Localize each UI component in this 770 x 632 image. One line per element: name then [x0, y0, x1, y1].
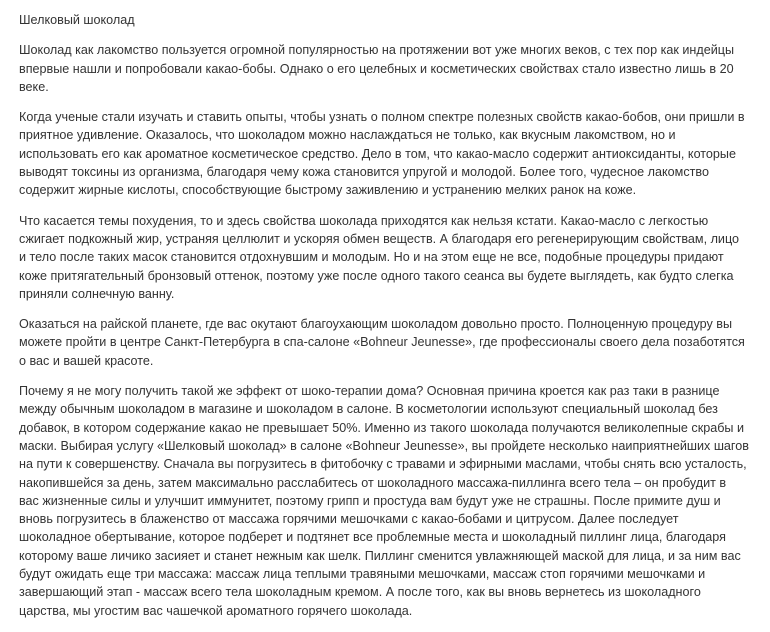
article [19, 11, 749, 632]
article-paragraph-2: Когда ученые стали изучать и ставить опыты, чтобы узнать о полном спектре полезных свойств какао-бобов, они пришли в приятное удивление. Оказалось, что шоколадом можно наслаждаться не только, как вкусным лакомством, но и использовать его как ароматное косметическое средство. Дело в том, что какао-масло содержит антиоксиданты, которые выводят токсины из организма, благодаря чему кожа становится упругой и молодой. Более того, чудесное лакомство содержит жирные кислоты, способствующие быстрому заживлению и устранению мелких ранок на коже. [19, 110, 745, 198]
article-title: Шелковый шоколад [19, 13, 135, 27]
article-paragraph-1: Шоколад как лакомство пользуется огромной популярностью на протяжении вот уже многих веков, с тех пор как индейцы впервые нашли и попробовали какао-бобы. Однако о его целебных и косметических свойствах стало известно лишь в 20 веке. [19, 43, 735, 94]
article-paragraph-3: Что касается темы похудения, то и здесь свойства шоколада приходятся как нельзя кстати. Какао-масло с легкостью сжигает подкожный жир, устраняя целлюлит и ускоряя обмен веществ. А благодаря его регенерирующим свойствам, лицо и тело после таких масок становится отдохнувшим и молодым. Но и на этом еще не все, подобные процедуры придают коже притягательный бронзовый оттенок, поэтому уже после одного такого сеанса вы будете выглядеть, как будто слегка приняли солнечную ванну. [19, 213, 740, 301]
article-paragraph-5: Почему я не могу получить такой же эффект от шоко-терапии дома? Основная причина кроется как раз таки в разнице между обычным шоколадом в магазине и шоколадом в салоне. В косметологии используют специальный шоколад без добавок, в котором содержание какао не превышает 50%. Именно из такого шоколада получаются великолепные скрабы и маски. Выбирая услугу «Шелковый шоколад» в салоне «Bohneur Jeunesse», вы пройдете несколько наиприятнейших шагов на пути к совершенству. Сначала вы погрузитесь в фитобочку с травами и эфирными маслами, чтобы снять всю усталость, накопившейся за день, затем максимально расслабитесь от шоколадного массажа-пиллинга всего тела – он пробудит в вас жизненные силы и улучшит иммунитет, поэтому грипп и простуда вам будут уже не страшны. После примите душ и вновь погрузитесь в блаженство от массажа горячими мешочками с какао-бобами и цитрусом. Далее последует шоколадное обертывание, которое подберет и подтянет все проблемные места и шоколадный пиллинг лица, благодаря которому ваше личико засияет и станет нежным как шелк. Пиллинг сменится увлажняющей маской для лица, и за ним вас будут ожидать еще три массажа: массаж лица теплыми травяными мешочками, массаж стоп горячими мешочками и завершающий этап - массаж всего тела шоколадным кремом. А после того, как вы вновь вернетесь из шоколадного царства, мы угостим вас чашечкой ароматного горячего шоколада. [19, 384, 749, 618]
article-paragraph-4: Оказаться на райской планете, где вас окутают благоухающим шоколадом довольно просто. Полноценную процедуру вы можете пройти в центре Санкт-Петербурга в спа-салоне «Bohneur Jeunesse», где профессионалы своего дела позаботятся о вас и вашей красоте. [19, 317, 745, 368]
